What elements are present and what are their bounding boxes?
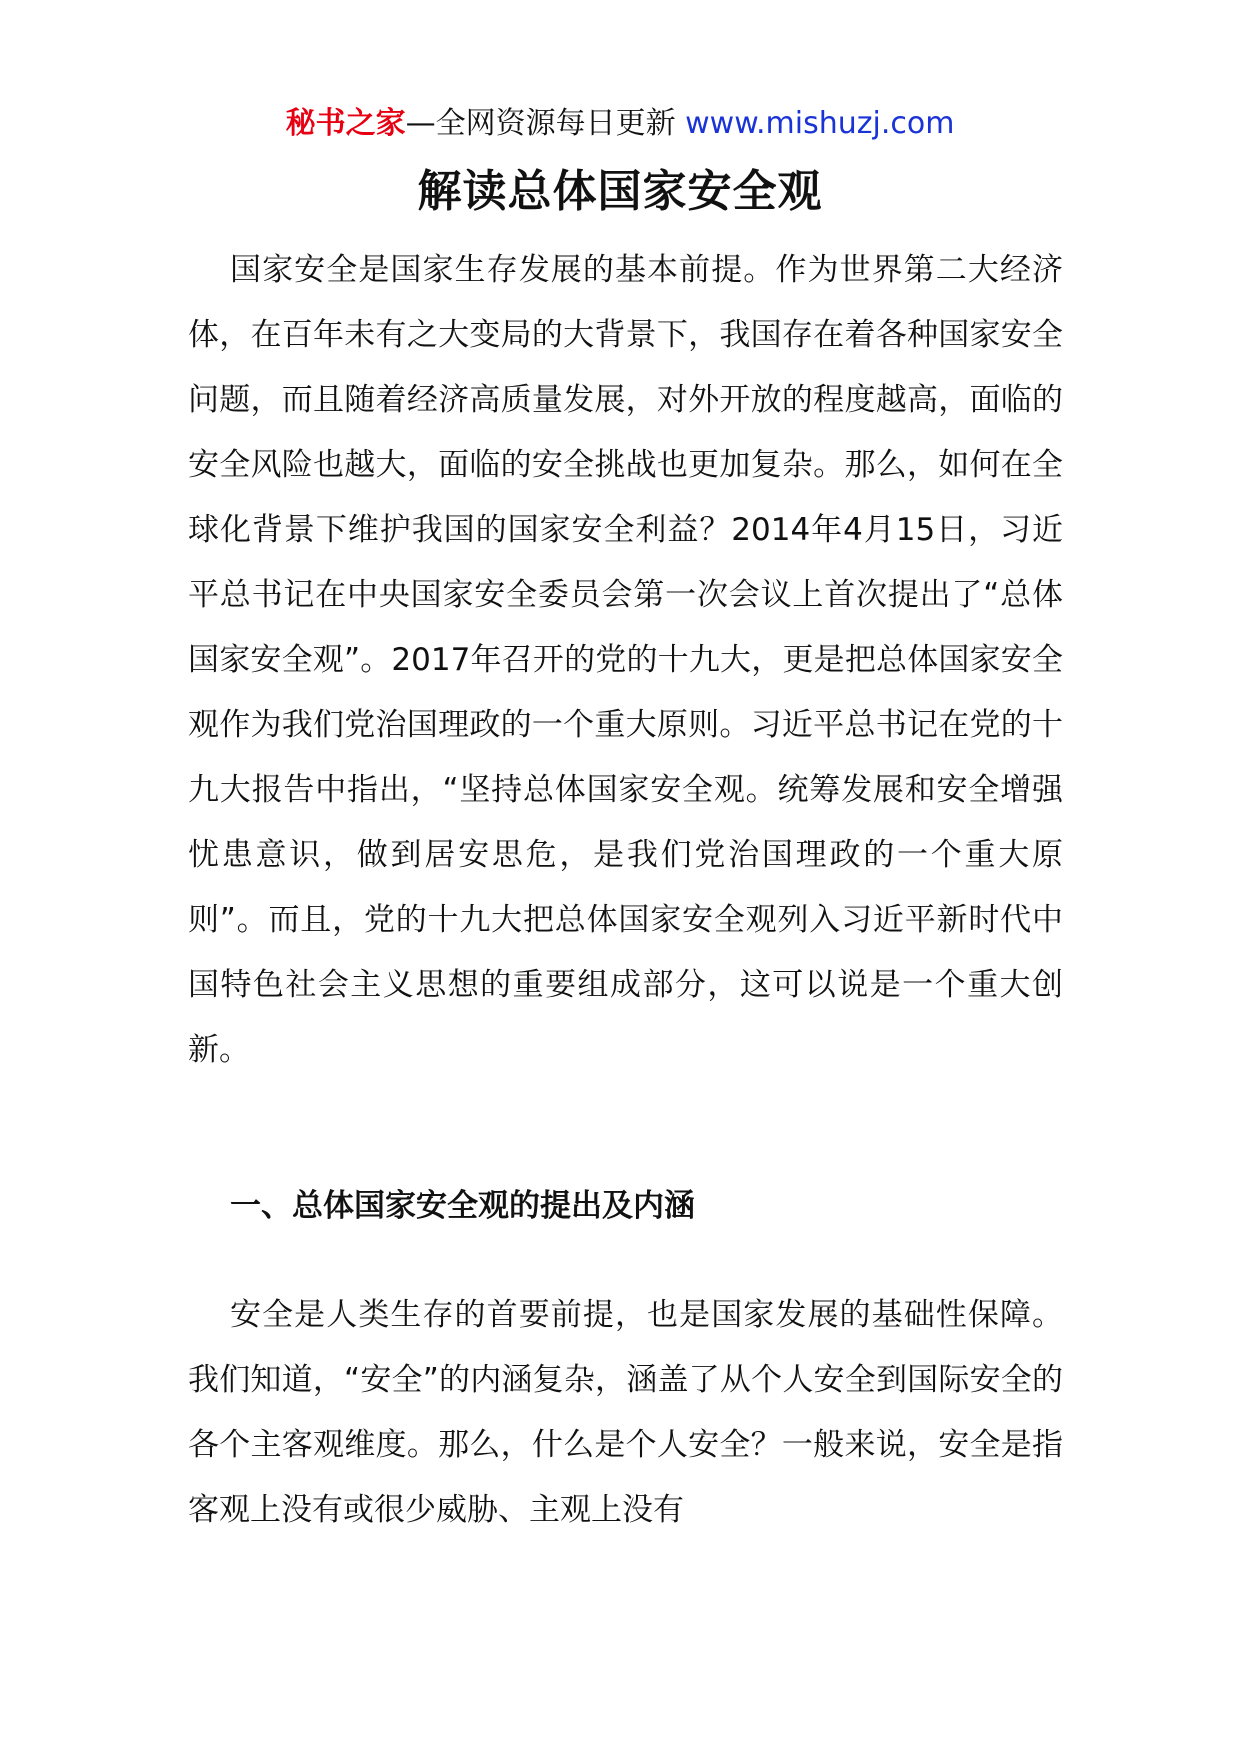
site-url[interactable]: www.mishuzj.com (685, 106, 955, 141)
paragraph-intro: 国家安全是国家生存发展的基本前提。作为世界第二大经济体，在百年未有之大变局的大背景下，我国存在着各种国家安全问题，而且随着经济高质量发展，对外开放的程度越高，面临的安全风险也越大，面临的安全挑战也更加复杂。那么，如何在全球化背景下维护我国的国家安全利益？2014年4月15日，习近平总书记在中央国家安全委员会第一次会议上首次提出了“总体国家安全观”。2017年召开的党的十九大，更是把总体国家安全观作为我们党治国理政的一个重大原则。习近平总书记在党的十九大报告中指出，“坚持总体国家安全观。统筹发展和安全增强忧患意识，做到居安思危，是我们党治国理政的一个重大原则”。而且，党的十九大把总体国家安全观列入习近平新时代中国特色社会主义思想的重要组成部分，这可以说是一个重大创新。 (188, 252, 1063, 1068)
section-heading-1: 一、总体国家安全观的提出及内涵 (230, 1188, 695, 1224)
paragraph-section-1: 安全是人类生存的首要前提，也是国家发展的基础性保障。我们知道，“安全”的内涵复杂，涵盖了从个人安全到国际安全的各个主客观维度。那么，什么是个人安全？一般来说，安全是指客观上没有或很少威胁、主观上没有 (188, 1297, 1063, 1528)
document-title: 解读总体国家安全观 (417, 166, 823, 217)
site-tagline: —全网资源每日更新 (405, 106, 686, 141)
site-header (0, 102, 1240, 146)
site-brand: 秘书之家 (285, 106, 406, 141)
